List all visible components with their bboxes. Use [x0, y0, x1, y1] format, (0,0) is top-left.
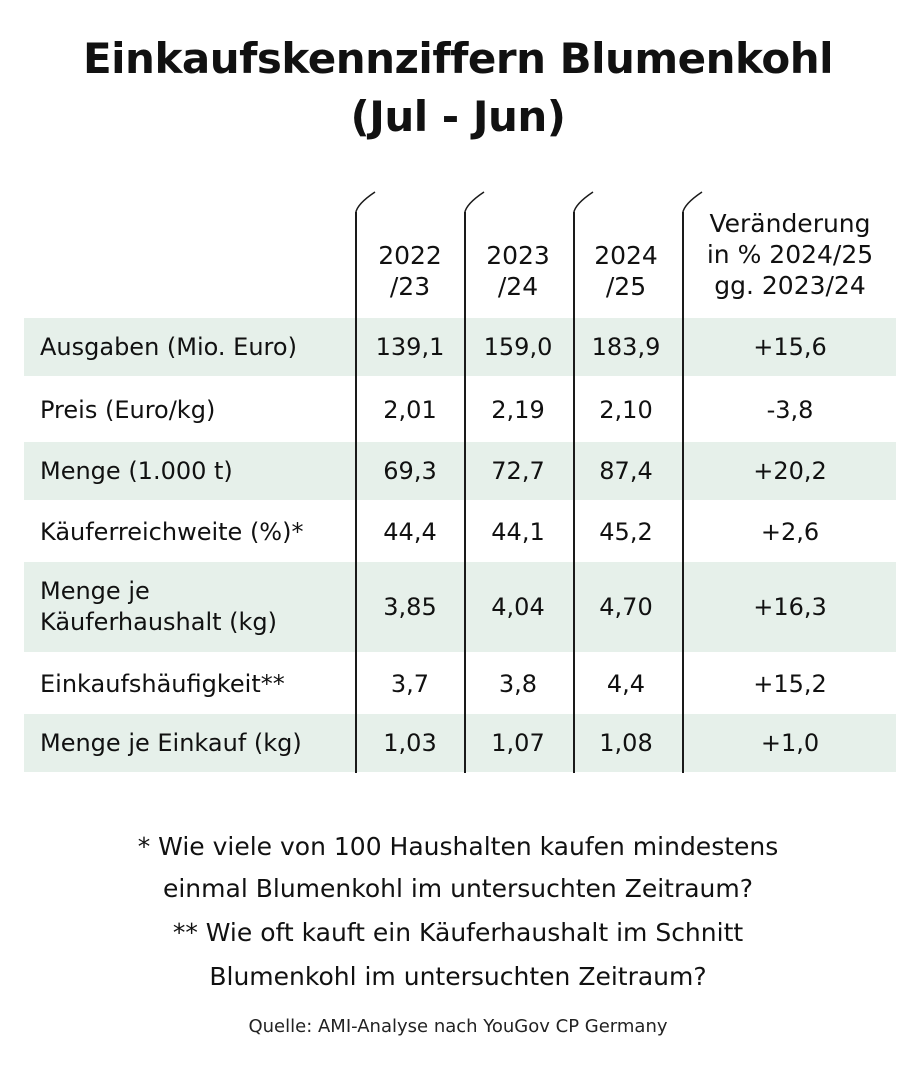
row-label [40, 395, 215, 426]
column-header-line: /23 [389, 272, 431, 301]
table-cell: 72,7 [491, 456, 545, 485]
table-cell: 69,3 [383, 456, 437, 485]
table-cell: 3,7 [390, 669, 430, 698]
source-note: Quelle: AMI-Analyse nach YouGov CP Germany [248, 1016, 668, 1037]
table-cell: 159,0 [483, 332, 553, 361]
table-cell: 1,07 [491, 728, 545, 757]
column-divider-tick [574, 192, 593, 213]
row-label [40, 332, 297, 363]
table-cell: 45,2 [599, 517, 653, 546]
table-cell: 3,8 [498, 669, 538, 698]
table-cell: 3,85 [383, 592, 437, 621]
table-cell: 2,19 [491, 395, 545, 424]
table-cell: -3,8 [766, 395, 814, 424]
footnote-line-1: * Wie viele von 100 Haushalten kaufen mindestens [137, 832, 779, 861]
table-cell: 4,04 [491, 592, 545, 621]
row-label-line: Menge je [40, 577, 150, 605]
table-cell: 2,10 [599, 395, 653, 424]
column-header-line: in % 2024/25 [706, 240, 874, 269]
footnote-line-4: Blumenkohl im untersuchten Zeitraum? [209, 962, 707, 991]
table-cell: +15,6 [753, 332, 827, 361]
table-cell: +1,0 [760, 728, 820, 757]
table-cell: 4,70 [599, 592, 653, 621]
column-header [468, 240, 568, 302]
column-header-line: Veränderung [709, 209, 871, 238]
column-header-line: 2022 [378, 241, 442, 270]
column-divider-tick [356, 192, 375, 213]
row-label-line: Einkaufshäufigkeit** [40, 669, 285, 698]
table-cell: 2,01 [383, 395, 437, 424]
footnote-line-2: einmal Blumenkohl im untersuchten Zeitraum? [162, 874, 754, 903]
table-cell: 183,9 [591, 332, 661, 361]
row-label-line: Käuferreichweite (%)* [40, 517, 304, 546]
row-label [40, 728, 302, 759]
row-label [40, 669, 285, 700]
footnote-line-3: ** Wie oft kauft ein Käuferhaushalt im Schnitt [172, 918, 744, 947]
column-divider-tick [465, 192, 484, 213]
chart-title-line-2: (Jul - Jun) [350, 92, 566, 141]
row-label-line: Preis (Euro/kg) [40, 395, 216, 424]
table-cell: 1,08 [599, 728, 653, 757]
table-cell: 44,1 [491, 517, 545, 546]
column-header [576, 240, 676, 302]
row-label [40, 517, 303, 548]
table-cell: 87,4 [599, 456, 653, 485]
row-label-line: Menge je Einkauf (kg) [40, 728, 302, 757]
column-header-line: 2023 [486, 241, 550, 270]
column-header-line: /25 [605, 272, 647, 301]
table-cell: 44,4 [383, 517, 437, 546]
row-label-line: Ausgaben (Mio. Euro) [40, 332, 297, 361]
table-cell: 1,03 [383, 728, 437, 757]
table-cell: 139,1 [375, 332, 445, 361]
table-cell: +2,6 [760, 517, 820, 546]
row-label [40, 456, 233, 487]
chart-title-line-1: Einkaufskennziffern Blumenkohl [82, 34, 834, 83]
column-header-line: /24 [497, 272, 539, 301]
column-header-line: gg. 2023/24 [714, 271, 866, 300]
table-cell: +20,2 [753, 456, 827, 485]
column-header [690, 208, 890, 301]
column-header-line: 2024 [594, 241, 658, 270]
column-header [360, 240, 460, 302]
table-cell: +15,2 [753, 669, 827, 698]
row-label [40, 576, 277, 638]
table-cell: 4,4 [606, 669, 646, 698]
row-label-line: Käuferhaushalt (kg) [40, 608, 278, 636]
row-label-line: Menge (1.000 t) [40, 456, 233, 485]
table-cell: +16,3 [753, 592, 827, 621]
